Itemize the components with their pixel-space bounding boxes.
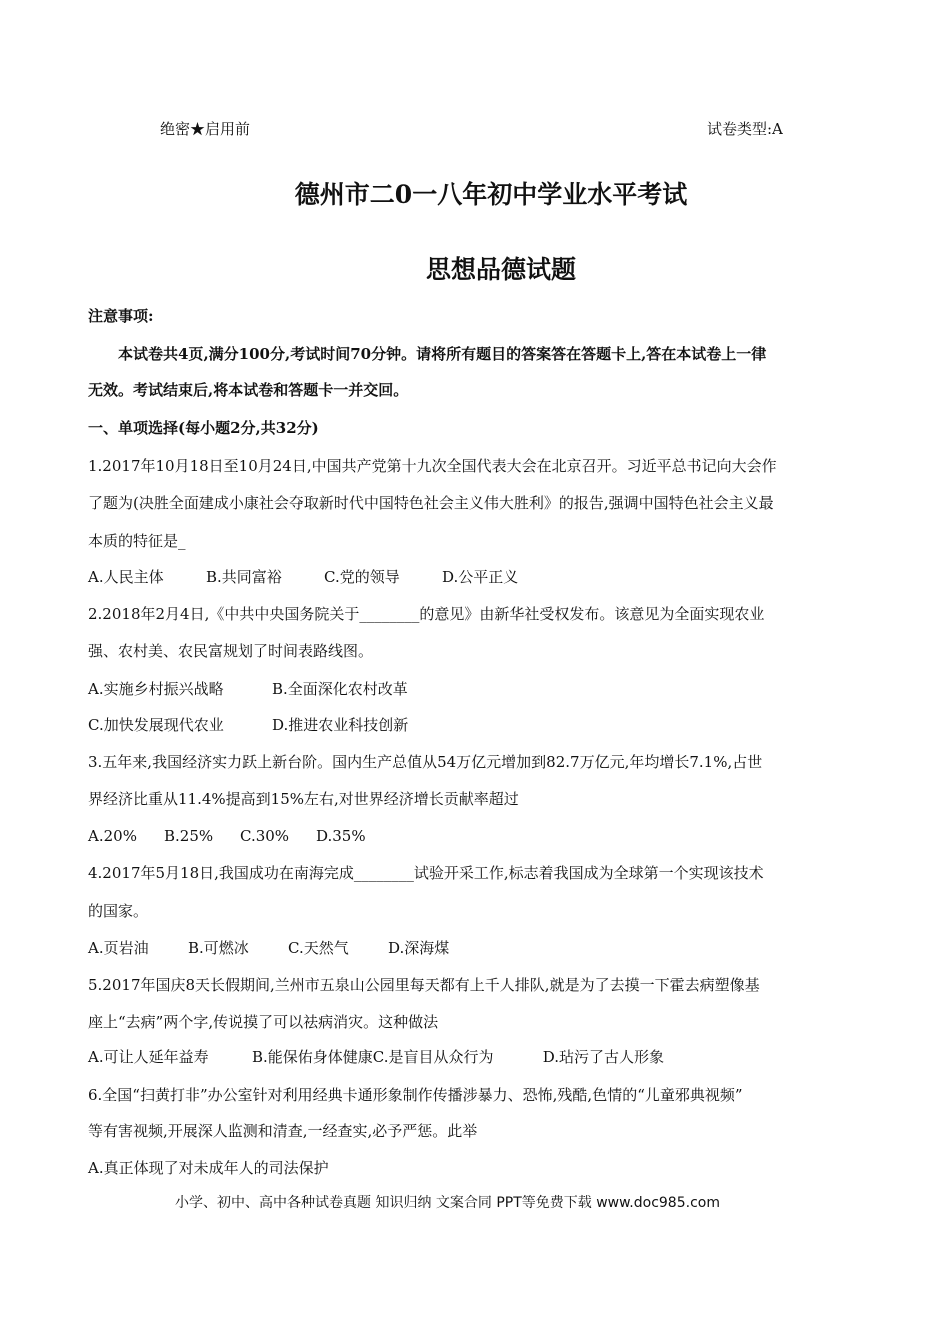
option-b: B.可燃冰 bbox=[188, 939, 249, 957]
option-a: A.真正体现了对未成年人的司法保护 bbox=[88, 1159, 329, 1177]
question-text-line: 界经济比重从11.4%提高到15%左右,对世界经济增长贡献率超过 bbox=[88, 790, 519, 808]
option-d: D.35% bbox=[316, 827, 366, 845]
option-a: A.可让人延年益寿 bbox=[88, 1048, 209, 1066]
question-text-line: 3.五年来,我国经济实力跃上新台阶。国内生产总值从54万亿元增加到82.7万亿元,年均增长7.1%,占世 bbox=[88, 753, 763, 771]
notice-label: 注意事项: bbox=[88, 307, 154, 325]
question-text-line: 2.2018年2月4日,《中共中央国务院关于________的意见》由新华社受权发布。该意见为全面实现农业 bbox=[88, 605, 765, 623]
confidential-mark: 绝密★启用前 bbox=[160, 120, 251, 138]
question-options bbox=[88, 1047, 664, 1067]
option-b: B.25% bbox=[164, 827, 214, 845]
question-text-line: 座上“去病”两个字,传说摸了可以祛病消灾。这种做法 bbox=[88, 1013, 439, 1031]
paper-type: 试卷类型:A bbox=[707, 120, 783, 138]
option-c: C.是盲目从众行为 bbox=[372, 1048, 494, 1066]
notice-text-line: 无效。考试结束后,将本试卷和答题卡一并交回。 bbox=[88, 381, 409, 399]
question-options bbox=[88, 826, 366, 846]
option-c: C.30% bbox=[240, 827, 290, 845]
option-d: D.公平正义 bbox=[442, 568, 519, 586]
footer-advert: 小学、初中、高中各种试卷真题 知识归纳 文案合同 PPT等免费下载 www.doc985.com bbox=[175, 1195, 720, 1211]
option-d: D.深海煤 bbox=[388, 939, 450, 957]
question-options bbox=[88, 679, 408, 699]
question-text-line: 了题为(决胜全面建成小康社会夺取新时代中国特色社会主义伟大胜利》的报告,强调中国特色社会主义最 bbox=[88, 494, 774, 512]
question-text-line: 6.全国“扫黄打非”办公室针对利用经典卡通形象制作传播涉暴力、恐怖,残酷,色情的“儿童邪典视频” bbox=[88, 1086, 743, 1104]
option-b: B.能保佑身体健康 bbox=[252, 1048, 373, 1066]
question-options bbox=[88, 567, 518, 587]
option-a: A.页岩油 bbox=[88, 939, 149, 957]
option-b: B.全面深化农村改革 bbox=[272, 680, 408, 698]
question-text-line: 强、农村美、农民富规划了时间表路线图。 bbox=[88, 642, 374, 660]
section-heading: 一、单项选择(每小题2分,共32分) bbox=[88, 419, 319, 437]
exam-title: 德州市二0一八年初中学业水平考试 bbox=[294, 180, 688, 209]
exam-subtitle: 思想品德试题 bbox=[425, 255, 576, 284]
question-options bbox=[88, 938, 449, 958]
option-a: A.实施乡村振兴战略 bbox=[88, 680, 224, 698]
option-d: D.推进农业科技创新 bbox=[272, 716, 409, 734]
option-c: C.党的领导 bbox=[324, 568, 400, 586]
option-d: D.玷污了古人形象 bbox=[542, 1048, 665, 1066]
option-c: C.加快发展现代农业 bbox=[88, 716, 224, 734]
question-options bbox=[88, 715, 408, 735]
question-text-line: 5.2017年国庆8天长假期间,兰州市五泉山公园里每天都有上千人排队,就是为了去摸一下霍去病塑像基 bbox=[88, 976, 760, 994]
question-text-line: 本质的特征是_ bbox=[88, 532, 186, 550]
question-text-line: 等有害视频,开展深人监测和清查,一经查实,必予严惩。此举 bbox=[88, 1122, 478, 1140]
option-c: C.天然气 bbox=[288, 939, 349, 957]
option-b: B.共同富裕 bbox=[206, 568, 282, 586]
question-text-line: 4.2017年5月18日,我国成功在南海完成________试验开采工作,标志着我国成为全球第一个实现该技术 bbox=[88, 864, 764, 882]
notice-text-line: 本试卷共4页,满分100分,考试时间70分钟。请将所有题目的答案答在答题卡上,答在本试卷上一律 bbox=[118, 345, 767, 363]
option-a: A.20% bbox=[88, 827, 137, 845]
option-a: A.人民主体 bbox=[88, 568, 164, 586]
question-text-line: 1.2017年10月18日至10月24日,中国共产党第十九次全国代表大会在北京召开。习近平总书记向大会作 bbox=[88, 457, 777, 475]
question-text-line: 的国家。 bbox=[88, 902, 149, 920]
